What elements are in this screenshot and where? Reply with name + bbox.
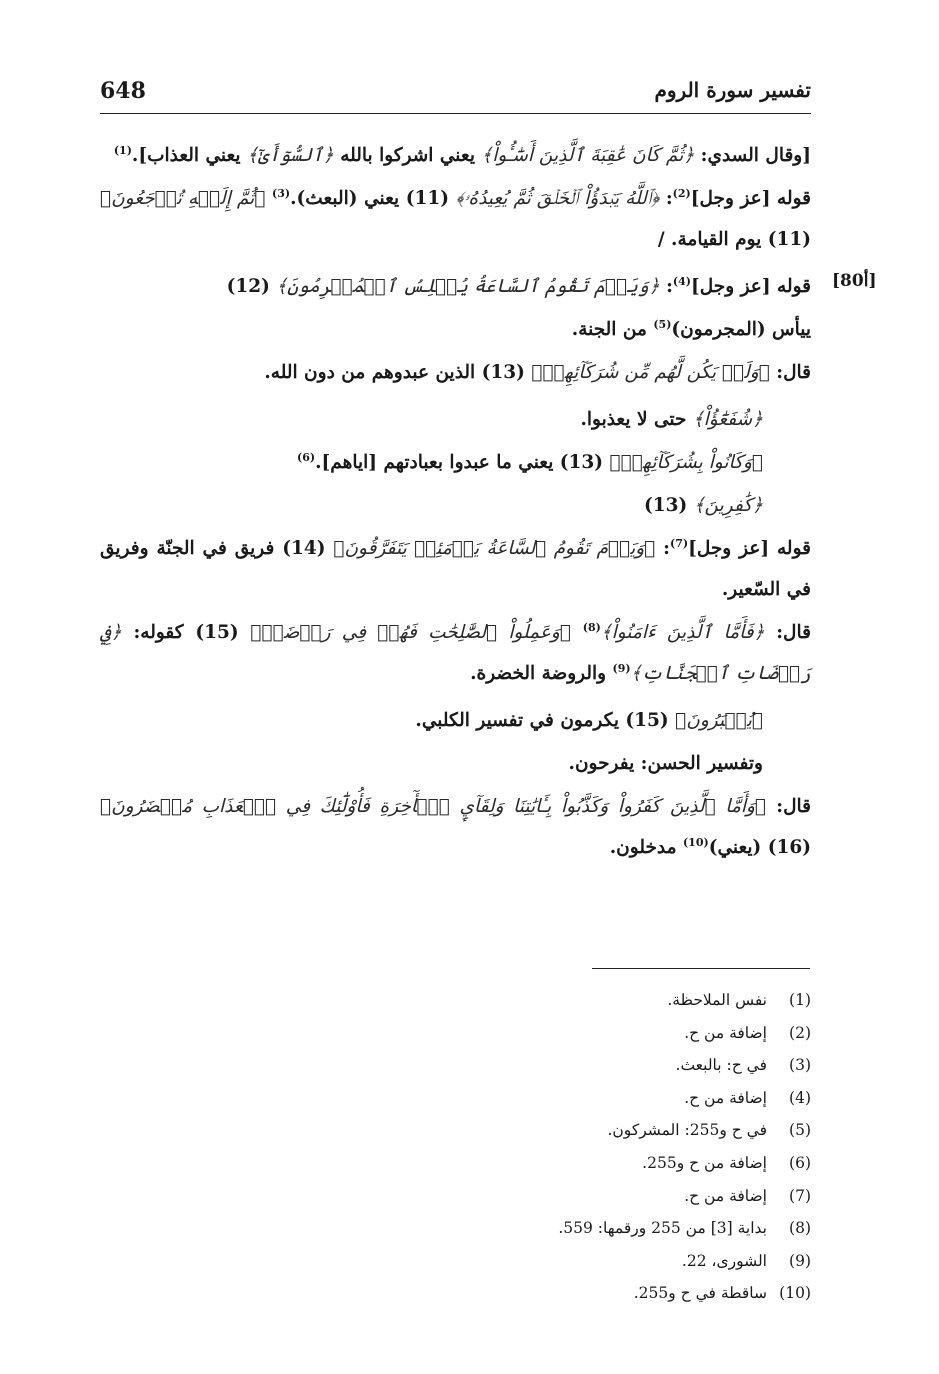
paragraph — [100, 528, 811, 610]
text-run: وتفسير الحسن: يفرحون. — [568, 753, 763, 774]
text-run: قوله [عز وجل] — [690, 188, 811, 209]
footnote-ref: (1) — [113, 143, 132, 157]
footnote-number: (2) — [789, 1023, 811, 1042]
footnote — [311, 1277, 811, 1310]
text-run: حتى لا يعذبوا. — [580, 409, 693, 430]
page-header — [100, 78, 811, 112]
text-run: (13) — [643, 495, 694, 516]
text-run: (16) (يعني) — [708, 837, 811, 858]
quran-quote: ﴿يُحۡبَرُونَ﴾ — [675, 710, 763, 731]
paragraph — [100, 135, 811, 176]
footnote-number: (3) — [789, 1056, 811, 1075]
text-run: مدخلون. — [609, 837, 683, 858]
footnote — [311, 1049, 811, 1082]
page-number: 648 — [100, 78, 146, 104]
text-run: (15) يكرمون في تفسير الكلبي. — [415, 710, 676, 731]
quran-quote: ﴿كَٰفِرِينَ﴾ — [693, 495, 763, 516]
footnote-ref: (7) — [670, 536, 689, 550]
text-run: (15) كقوله: — [121, 622, 251, 643]
footnote-number: (4) — [789, 1088, 811, 1107]
footnote-number: (5) — [789, 1121, 811, 1140]
quran-quote: ﴿وَلَمۡ يَكُن لَّهُم مِّن شُرَكَآئِهِمۡ﴾ — [531, 362, 770, 383]
quran-quote: ﴿ٱلسُّوٓأَىٰٓ﴾ — [247, 145, 334, 166]
footnote — [311, 1180, 811, 1213]
text-run: (13) يعني ما عبدوا بعبادتهم [اياهم]. — [315, 452, 610, 473]
paragraph — [100, 352, 811, 393]
text-run — [571, 622, 583, 643]
text-run: (11) يوم القيامة. / — [657, 229, 811, 250]
footnote-ref: (4) — [672, 274, 692, 288]
paragraph — [100, 266, 811, 307]
footnote-ref: (3) — [272, 186, 291, 200]
paragraph — [100, 612, 811, 694]
footnote-ref: (10) — [682, 835, 709, 849]
footnote-ref: (5) — [653, 317, 672, 331]
quran-quote: ﴿وَعَمِلُواْ ٱلصَّٰلِحَٰتِ فَهُمۡ فِي رَوۡضَةٖ﴾ — [250, 622, 571, 643]
paragraph — [100, 786, 811, 868]
text-run: قوله [عز وجل] — [691, 276, 811, 297]
paragraph — [100, 442, 811, 483]
paragraph — [100, 743, 811, 784]
quran-quote: ﴿فِي رَوۡضَاتِ ٱلۡجَنَّاتِ﴾ — [100, 622, 811, 684]
quran-quote: ﴿وَكَانُواْ بِشُرَكَآئِهِمۡ﴾ — [609, 452, 763, 473]
footnote-text: في ح و255: المشركون. — [607, 1121, 767, 1140]
footnotes — [311, 984, 811, 1310]
quran-quote: ﴿ٱللَّهُ يَبۡدَؤُاْ ٱلۡخَلۡقَ ثُمَّ يُعِيدُهُۥ﴾ — [455, 188, 660, 209]
text-run: (14) فريق في الجنّة وفريق في السّعير. — [100, 538, 811, 600]
footnote-text: الشورى، 22. — [681, 1251, 767, 1270]
footnote-number: (8) — [789, 1219, 811, 1238]
text-run: قال: — [769, 362, 811, 383]
footnote-number: (9) — [789, 1251, 811, 1270]
text-run: (13) الذين عبدوهم من دون الله. — [264, 362, 532, 383]
text-run: من الجنة. — [571, 319, 654, 340]
text-run: قال: — [766, 796, 812, 817]
footnote-number: (6) — [789, 1153, 811, 1172]
footnote-rule — [592, 968, 810, 969]
quran-quote: ﴿فَأَمَّا ٱلَّذِينَ ءَامَنُواْ﴾ — [600, 622, 765, 643]
footnote-ref: (8) — [582, 620, 601, 634]
footnote-text: في ح: بالبعث. — [675, 1056, 767, 1075]
running-title: تفسير سورة الروم — [654, 78, 811, 102]
footnote-number: (7) — [789, 1186, 811, 1205]
text-run: يعني اشركوا بالله — [333, 145, 482, 166]
footnote — [311, 1147, 811, 1180]
text-run: (11) يعني (البعث). — [290, 188, 456, 209]
quran-quote: ﴿وَيَوۡمَ تَقُومُ ٱلسَّاعَةُ يَوۡمَئِذٖ يَتَفَرَّقُونَ﴾ — [333, 538, 656, 559]
footnote-text: إضافة من ح. — [684, 1023, 767, 1042]
text-run: : — [659, 276, 673, 297]
text-run: ييأس (المجرمون) — [671, 319, 811, 340]
paragraph — [100, 485, 811, 526]
paragraph — [100, 178, 811, 260]
footnote — [311, 1017, 811, 1050]
footnote-text: إضافة من ح و255. — [642, 1153, 767, 1172]
footnote — [311, 1082, 811, 1115]
quran-quote: ﴿ثُمَّ كَانَ عَٰقِبَةَ ٱلَّذِينَ أَسَٰٓـُٔواْ﴾ — [481, 145, 695, 166]
footnote-ref: (6) — [297, 450, 316, 464]
footnote-text: إضافة من ح. — [684, 1088, 767, 1107]
paragraph — [100, 700, 811, 741]
text-run: [وقال السدي: — [694, 145, 811, 166]
paragraph — [100, 309, 811, 350]
footnote — [311, 1114, 811, 1147]
text-run: والروضة الخضرة. — [470, 663, 613, 684]
main-text — [100, 135, 811, 868]
footnote-text: إضافة من ح. — [684, 1186, 767, 1205]
footnote-text: بداية [3] من 255 ورقمها: 559. — [558, 1219, 767, 1238]
paragraph — [100, 399, 811, 440]
quran-quote: ﴿وَيَوۡمَ تَقُومُ ٱلسَّاعَةُ يُبۡلِسُ ٱلۡمُجۡرِمُونَ﴾ — [276, 276, 660, 297]
quran-quote: ﴿ثُمَّ إِلَيۡهِ تُرۡجَعُونَ﴾ — [100, 188, 266, 209]
manuscript-folio-marker: [80أ] — [832, 271, 877, 291]
text-run: (12) — [226, 276, 277, 297]
text-run: يعني العذاب]. — [131, 145, 248, 166]
text-run: : — [659, 188, 673, 209]
text-run: : — [655, 538, 671, 559]
header-rule — [100, 113, 811, 114]
quran-quote: ﴿شُفَعَٰٓؤُاْ﴾ — [692, 409, 763, 430]
footnote-text: نفس الملاحظة. — [667, 991, 767, 1009]
footnote-text: ساقطة في ح و255. — [633, 1284, 767, 1303]
footnote — [311, 1245, 811, 1278]
quran-quote: ﴿وَأَمَّا ٱلَّذِينَ كَفَرُواْ وَكَذَّبُواْ بِـَٔايَٰتِنَا وَلِقَآيِٕ ٱلۡأٓخِرَةِ فَأُوْلَٰٓئِكَ فِي ٱلۡعَذَابِ مُحۡضَرُونَ﴾ — [100, 796, 767, 817]
footnote-ref: (9) — [612, 661, 631, 675]
text-run: قال: — [764, 622, 811, 643]
text-run: قوله [عز وجل] — [688, 538, 811, 559]
footnote-ref: (2) — [672, 186, 691, 200]
footnote — [311, 1212, 811, 1245]
footnote-number: (1) — [789, 991, 811, 1009]
footnote — [311, 984, 811, 1017]
footnote-number: (10) — [779, 1284, 811, 1303]
